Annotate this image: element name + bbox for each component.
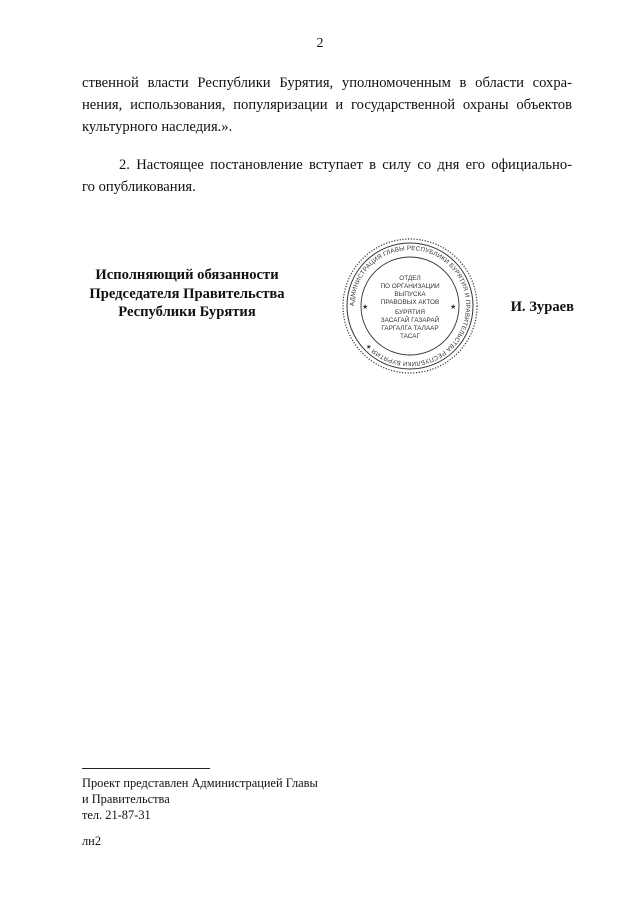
svg-text:★: ★	[362, 304, 369, 311]
svg-text:ГАРГАЛГА ТАЛААР: ГАРГАЛГА ТАЛААР	[381, 325, 439, 332]
official-seal	[340, 236, 480, 376]
svg-text:★: ★	[450, 304, 457, 311]
svg-text:АДМИНИСТРАЦИЯ ГЛАВЫ РЕСПУБЛИКИ: АДМИНИСТРАЦИЯ ГЛАВЫ РЕСПУБЛИКИ БУРЯТИЯ И ПРАВИТЕЛЬСТВА РЕСПУБЛИКИ БУРЯТИЯ ★	[348, 244, 472, 368]
position-line: Республики Бурятия	[118, 304, 256, 320]
position-line: Исполняющий обязанности	[95, 267, 279, 283]
page-number: 2	[316, 36, 324, 51]
signer-name: И. Зураев	[510, 299, 574, 315]
svg-text:ТАСАГ: ТАСАГ	[399, 333, 421, 340]
paragraph-effective-date	[82, 154, 572, 198]
paragraph-continuation	[82, 72, 572, 138]
paragraph-line: культурного наследия.».	[82, 119, 233, 135]
paragraph-line: ственной власти Республики Бурятия, уполномоченным в области сохра-	[82, 75, 572, 91]
svg-text:БУРЯТИЯ: БУРЯТИЯ	[395, 309, 425, 316]
paragraph-line: го опубликования.	[82, 179, 196, 195]
footnote-line: тел. 21-87-31	[82, 808, 151, 822]
position-line: Председателя Правительства	[89, 285, 285, 302]
svg-text:ПО ОРГАНИЗАЦИИ: ПО ОРГАНИЗАЦИИ	[380, 283, 440, 290]
footnote-divider	[82, 768, 210, 769]
footnote-line: Проект представлен Администрацией Главы	[82, 776, 318, 790]
paragraph-line: 2. Настоящее постановление вступает в силу со дня его официально-	[119, 157, 572, 173]
footnote	[82, 775, 318, 823]
footnote-line: и Правительства	[82, 792, 170, 806]
svg-text:ВЫПУСКА: ВЫПУСКА	[394, 291, 426, 298]
svg-text:ОТДЕЛ: ОТДЕЛ	[399, 275, 421, 282]
paragraph-line: нения, использования, популяризации и государственной охраны объектов	[82, 97, 572, 113]
svg-text:ЗАСАГАЙ ГАЗАРАЙ: ЗАСАГАЙ ГАЗАРАЙ	[380, 317, 440, 324]
svg-text:ПРАВОВЫХ АКТОВ: ПРАВОВЫХ АКТОВ	[380, 299, 440, 306]
document-code: лн2	[82, 834, 102, 848]
signatory-position	[82, 266, 292, 322]
